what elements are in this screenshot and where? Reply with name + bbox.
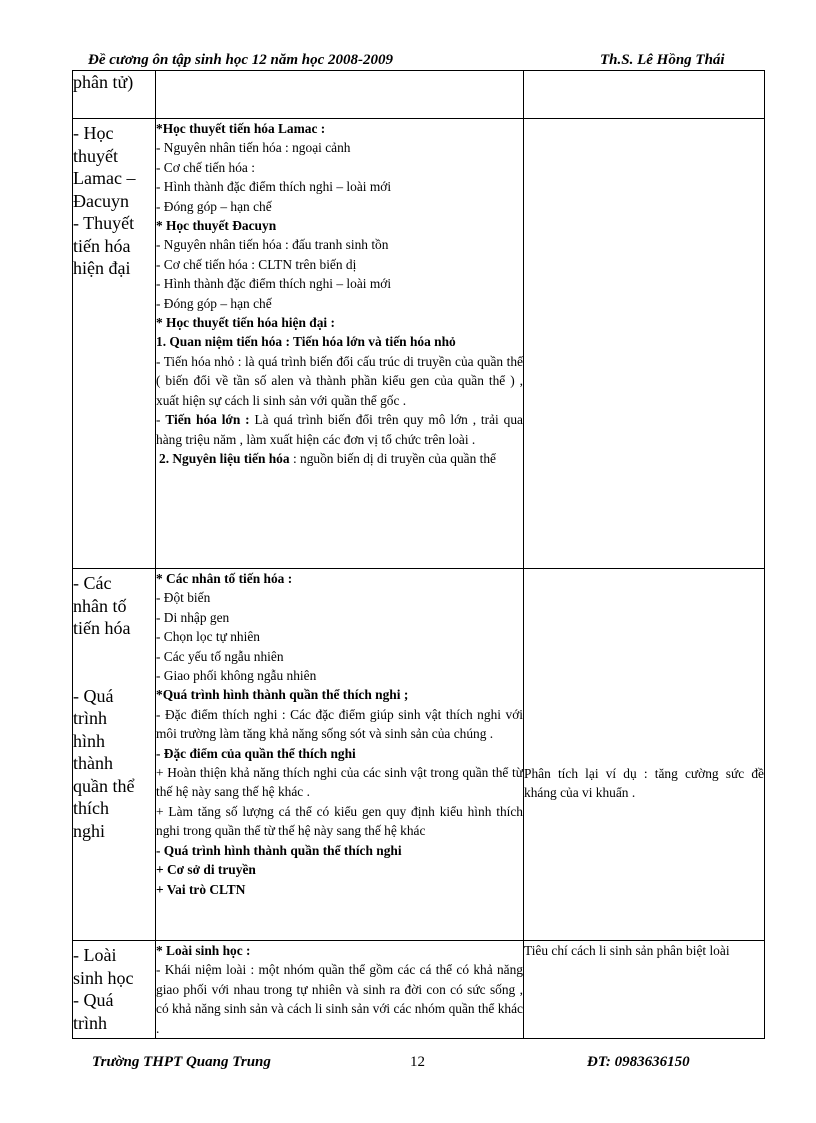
section-heading: * Học thuyết tiến hóa hiện đại : xyxy=(156,315,335,331)
content-line: - Cơ chế tiến hóa : CLTN trên biến dị xyxy=(156,256,357,272)
section-heading: * Học thuyết Đacuyn xyxy=(156,218,277,234)
topic-line: trình xyxy=(73,708,107,728)
content-cell xyxy=(156,119,524,569)
header-author: Th.S. Lê Hồng Thái xyxy=(600,52,725,68)
topic-line: - Quá xyxy=(73,685,114,706)
topic-line: - Các xyxy=(73,573,112,593)
topic-line: - Loài xyxy=(73,945,117,965)
note-text: Phân tích lại ví dụ : tăng cường sức đề kháng của vi khuẩn . xyxy=(524,766,764,801)
topic-cell xyxy=(73,71,156,119)
content-line: - Đột biến xyxy=(156,590,211,606)
content-line: - Đóng góp – hạn chế xyxy=(156,198,272,214)
page-number: 12 xyxy=(410,1054,425,1070)
content-line: + Vai trò CLTN xyxy=(156,881,246,897)
content-line: - Hình thành đặc điểm thích nghi – loài mới xyxy=(156,179,392,195)
content-paragraph: - Khái niệm loài : một nhóm quần thể gồm các cá thể có khả năng giao phối với nhau trong tự nhiên và sinh ra đời con có sức sống , có khả năng sinh sản và cách li sinh sản với các nhóm quần thể khác . xyxy=(156,962,523,1036)
topic-line: thuyết xyxy=(73,145,118,166)
content-line: - Nguyên nhân tiến hóa : ngoại cảnh xyxy=(156,140,351,156)
content-cell xyxy=(156,941,524,1039)
section-heading: - Quá trình hình thành quần thể thích nghi xyxy=(156,842,402,858)
table-row xyxy=(73,71,765,119)
content-paragraph: - Tiến hóa nhỏ : là quá trình biến đổi cấu trúc di truyền của quần thể ( biến đổi về tần số alen và thành phần kiểu gen của quần thể ) , xuất hiện sự cách li sinh sản với quần thể gốc . xyxy=(156,353,523,408)
content-paragraph xyxy=(156,449,523,468)
topic-cell xyxy=(73,941,156,1039)
header-title: Đề cương ôn tập sinh học 12 năm học 2008-2009 xyxy=(88,52,393,68)
topic-line: quần thể xyxy=(73,775,135,796)
topic-line: - Quá xyxy=(73,990,114,1010)
term-label: Tiến hóa lớn : xyxy=(165,412,250,428)
note-text: Tiêu chí cách li sinh sản phân biệt loài xyxy=(524,943,730,958)
topic-line: - Thuyết xyxy=(73,213,135,233)
term-definition: Là quá trình biến đổi trên quy mô lớn , trải qua hàng triệu năm , làm xuất hiện các đơn vị tổ chức trên loài . xyxy=(156,412,523,447)
topic-line: hiện đại xyxy=(73,258,131,278)
section-heading: *Quá trình hình thành quần thể thích nghi ; xyxy=(156,687,409,703)
section-heading: * Các nhân tố tiến hóa : xyxy=(156,571,293,586)
note-cell xyxy=(524,569,765,941)
table-row xyxy=(73,119,765,569)
content-line: - Cơ chế tiến hóa : xyxy=(156,159,255,175)
topic-line: tiến hóa xyxy=(73,235,131,256)
content-line: - Nguyên nhân tiến hóa : đấu tranh sinh tồn xyxy=(156,237,389,253)
topic-line: nhân tố xyxy=(73,595,127,616)
topic-spacer xyxy=(73,640,155,663)
topic-line: phân tử) xyxy=(73,72,134,92)
content-paragraph: - Tiến hóa lớn : Là quá trình biến đổi trên quy mô lớn , trải qua hàng triệu năm , làm xuất hiện các đơn vị tổ chức trên loài . xyxy=(156,412,523,447)
section-heading: 1. Quan niệm tiến hóa : Tiến hóa lớn và tiến hóa nhỏ xyxy=(156,334,456,350)
table-row xyxy=(73,569,765,941)
content-line: - Hình thành đặc điểm thích nghi – loài mới xyxy=(156,276,392,292)
content-cell xyxy=(156,569,524,941)
content-line: - Giao phối không ngẫu nhiên xyxy=(156,668,317,684)
note-cell xyxy=(524,941,765,1039)
footer-school: Trường THPT Quang Trung xyxy=(92,1054,271,1070)
term-label: 2. Nguyên liệu tiến hóa xyxy=(159,450,290,466)
topic-line: thành xyxy=(73,753,113,773)
section-heading: * Loài sinh học : xyxy=(156,943,251,958)
content-line: - Các yếu tố ngẫu nhiên xyxy=(156,648,284,664)
note-cell xyxy=(524,119,765,569)
topic-line: nghi xyxy=(73,820,106,841)
section-heading: *Học thuyết tiến hóa Lamac : xyxy=(156,121,326,136)
topic-line: thích xyxy=(73,798,109,818)
content-line: - Chọn lọc tự nhiên xyxy=(156,629,260,645)
note-cell xyxy=(524,71,765,119)
content-line: - Đóng góp – hạn chế xyxy=(156,295,272,311)
table-row xyxy=(73,941,765,1039)
topic-line: trình xyxy=(73,1012,107,1033)
topic-line: hình xyxy=(73,730,106,751)
topic-line: sinh học xyxy=(73,967,134,988)
topic-cell xyxy=(73,119,156,569)
footer-phone: ĐT: 0983636150 xyxy=(587,1054,690,1070)
topic-spacer xyxy=(73,662,155,685)
content-paragraph: + Hoàn thiện khả năng thích nghi của các sinh vật trong quần thể từ thế hệ này sang thế hệ khác . xyxy=(156,765,523,800)
content-paragraph: + Làm tăng số lượng cá thể có kiểu gen quy định kiểu hình thích nghi trong quần thể từ thế hệ này sang thế hệ khác xyxy=(156,803,523,839)
content-paragraph: - Đặc điểm thích nghi : Các đặc điểm giúp sinh vật thích nghi với môi trường làm tăng khả năng sống sót và sinh sản của chúng . xyxy=(156,706,523,742)
content-line: - Di nhập gen xyxy=(156,609,230,625)
topic-line: - Học xyxy=(73,123,114,143)
topic-line: Lamac – xyxy=(73,168,136,188)
content-cell xyxy=(156,71,524,119)
outline-table xyxy=(72,70,765,1039)
term-definition: : nguồn biến dị di truyền của quần thể xyxy=(292,450,496,466)
topic-cell xyxy=(73,569,156,941)
topic-line: Đacuyn xyxy=(73,190,129,211)
content-line: + Cơ sở di truyền xyxy=(156,862,256,878)
section-heading: - Đặc điểm của quần thể thích nghi xyxy=(156,745,356,761)
topic-line: tiến hóa xyxy=(73,618,131,638)
